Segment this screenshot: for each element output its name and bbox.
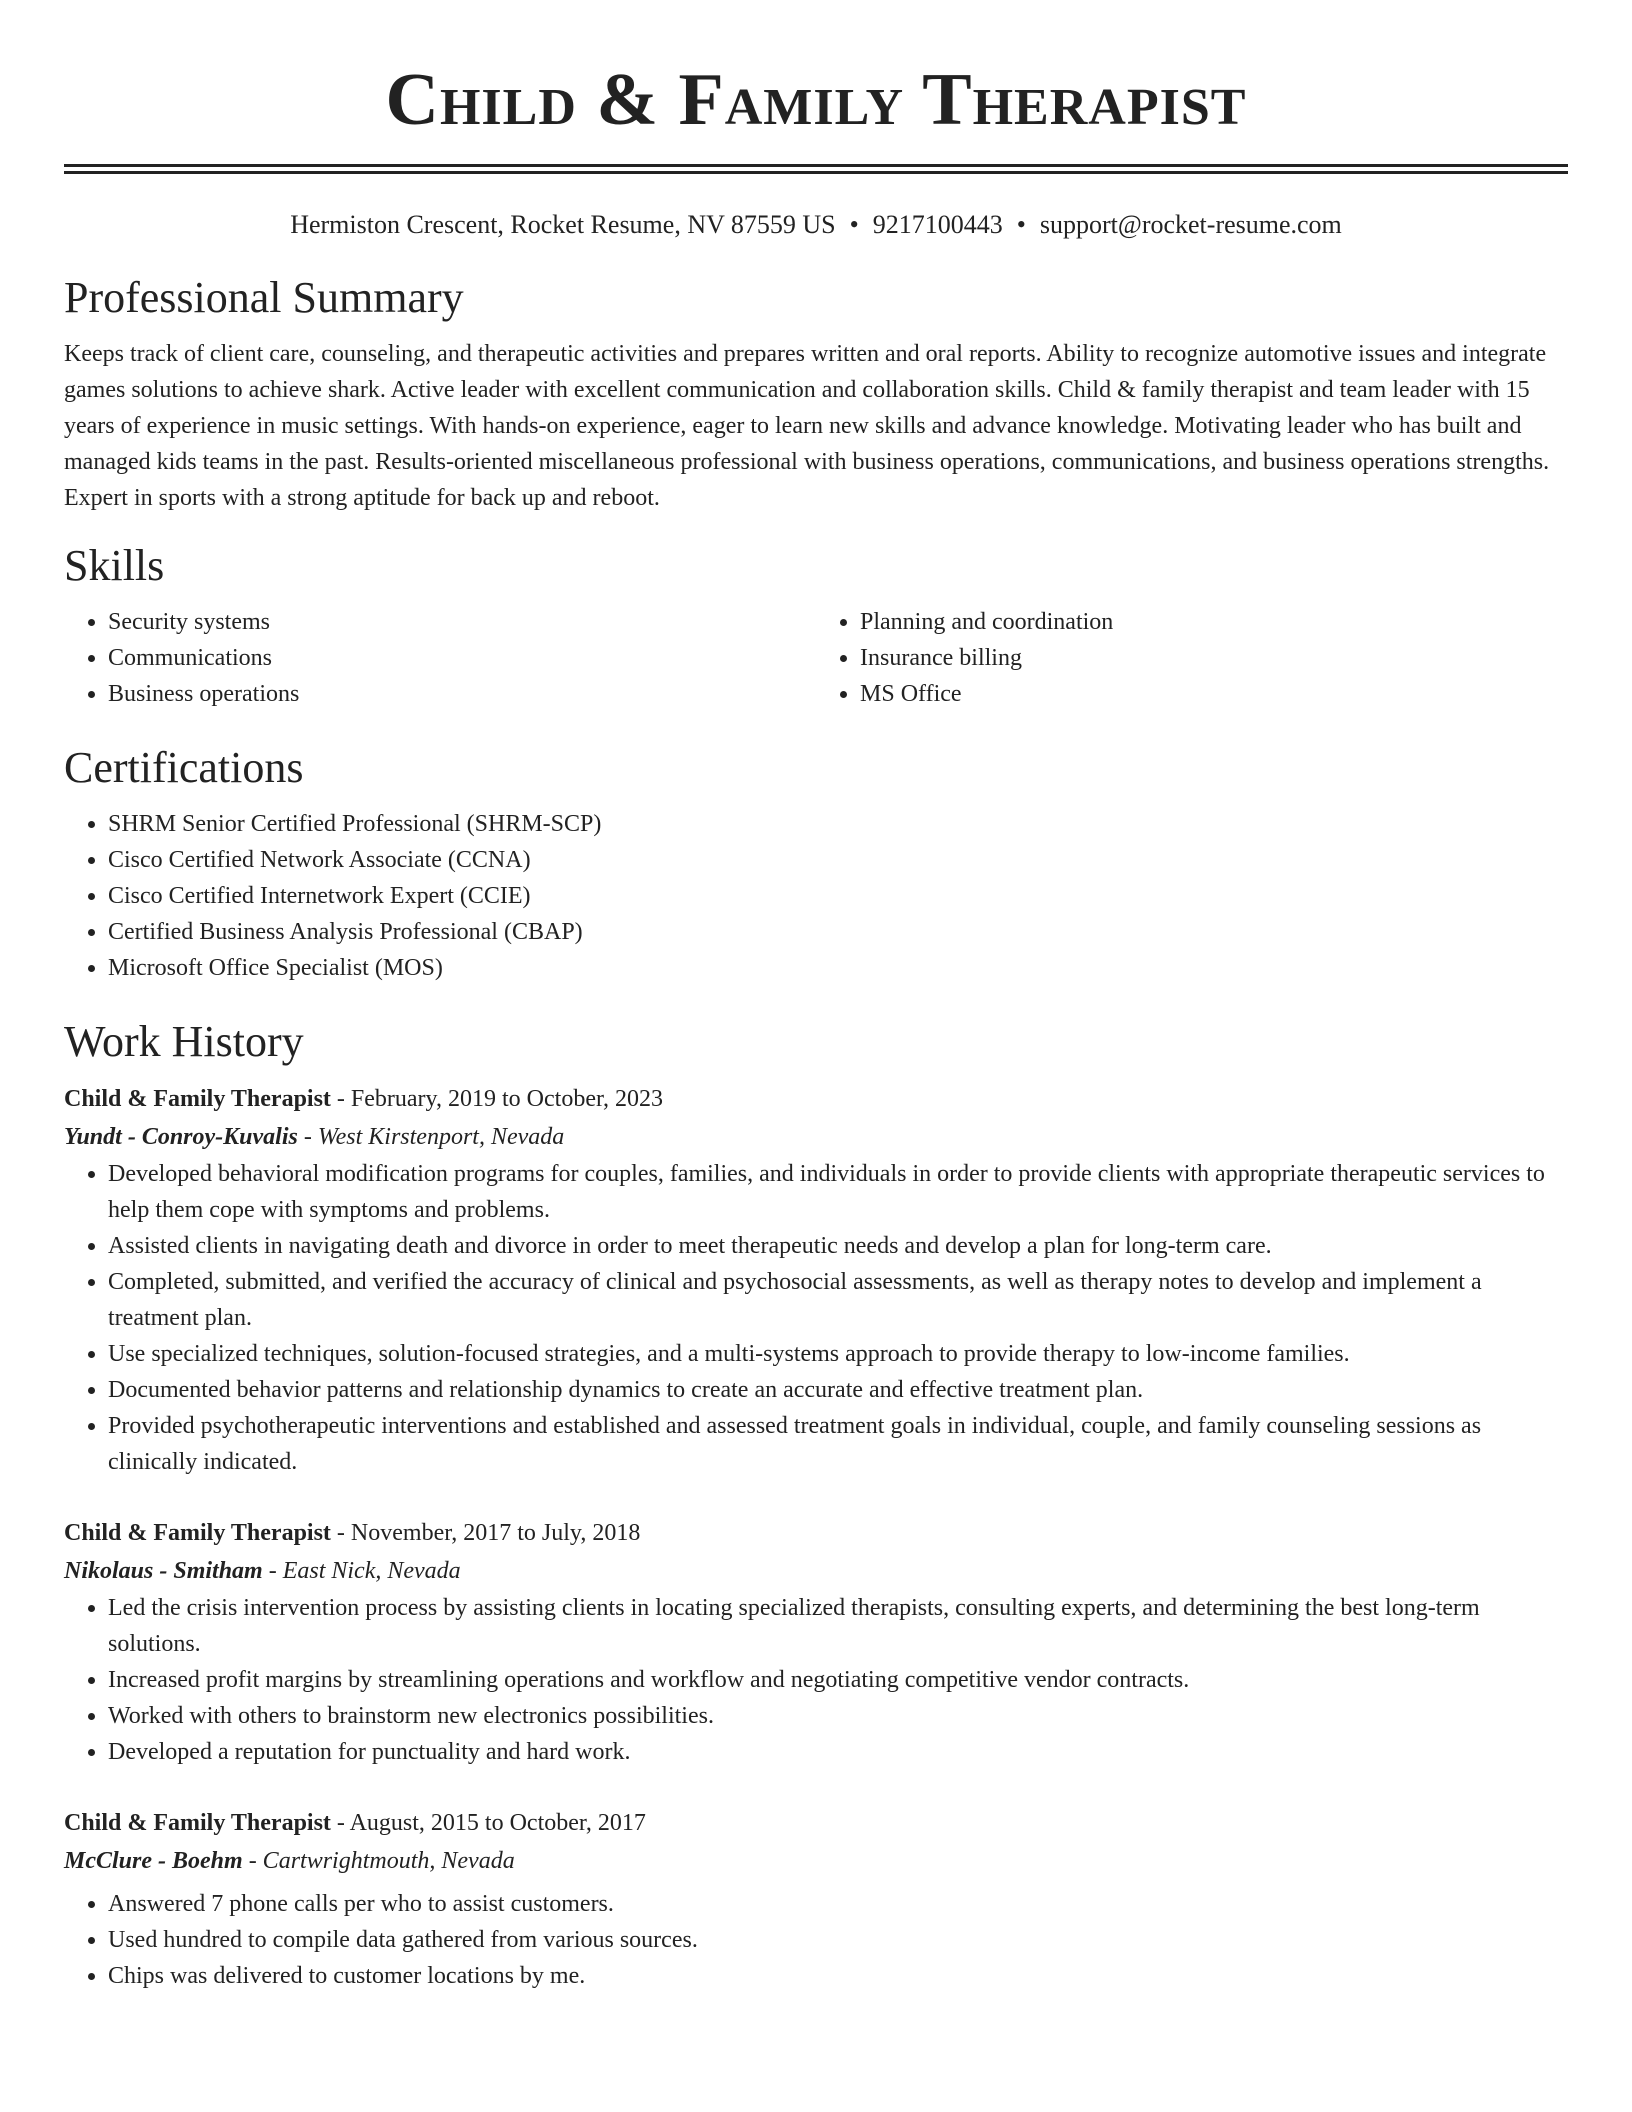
job-title: Child & Family Therapist [64, 1086, 331, 1112]
skills-column-right [816, 604, 1568, 712]
job-entry [64, 1080, 1568, 1480]
skill-item: • MS Office [860, 676, 1568, 712]
skill-item: • Planning and coordination [860, 604, 1568, 640]
certifications-heading: Certifications [64, 743, 304, 792]
job-location: - Cartwrightmouth, Nevada [242, 1848, 515, 1874]
job-location: - West Kirstenport, Nevada [297, 1124, 565, 1150]
contact-address: Hermiston Crescent, Rocket Resume, NV 87559 US [290, 210, 836, 239]
job-bullet: • Documented behavior patterns and relationship dynamics to create an accurate and effective treatment plan. [108, 1372, 1568, 1408]
resume-title: Child & Family Therapist [385, 59, 1247, 141]
job-bullet: • Increased profit margins by streamlining operations and workflow and negotiating competitive vendor contracts. [108, 1662, 1568, 1698]
skills-list-left [64, 604, 816, 712]
summary-section [64, 272, 1568, 516]
job-company: Yundt - Conroy-Kuvalis [64, 1124, 298, 1150]
work-history-section [64, 1016, 1568, 1994]
title-divider [64, 164, 1568, 174]
certification-item: • Certified Business Analysis Professional (CBAP) [108, 914, 1568, 950]
skill-item: • Business operations [108, 676, 816, 712]
skill-item: • Communications [108, 640, 816, 676]
contact-email: support@rocket-resume.com [1039, 210, 1342, 239]
job-company-line [64, 1552, 1568, 1590]
job-bullet: • Answered 7 phone calls per who to assist customers. [108, 1886, 1568, 1922]
job-bullet: • Led the crisis intervention process by assisting clients in locating specialized therapists, consulting experts, and determining the best long-term solutions. [108, 1590, 1568, 1662]
job-dates: - November, 2017 to July, 2018 [330, 1520, 641, 1546]
job-bullets [64, 1886, 1568, 1994]
skill-item: • Insurance billing [860, 640, 1568, 676]
skills-heading: Skills [64, 541, 165, 590]
job-entry [64, 1514, 1568, 1770]
contact-separator: • [849, 210, 859, 239]
certifications-list [64, 806, 1568, 986]
skills-grid [64, 604, 1568, 712]
job-entry [64, 1804, 1568, 1994]
work-history-heading: Work History [64, 1017, 304, 1066]
skill-item: • Security systems [108, 604, 816, 640]
job-bullet: • Use specialized techniques, solution-focused strategies, and a multi-systems approach to provide therapy to low-income families. [108, 1336, 1568, 1372]
job-company: Nikolaus - Smitham [64, 1558, 263, 1584]
contact-line [64, 208, 1568, 242]
job-title: Child & Family Therapist [64, 1520, 331, 1546]
job-bullets [64, 1590, 1568, 1770]
job-title: Child & Family Therapist [64, 1810, 331, 1836]
job-title-line [64, 1080, 1568, 1118]
certification-item: • SHRM Senior Certified Professional (SHRM-SCP) [108, 806, 1568, 842]
job-bullet: • Worked with others to brainstorm new electronics possibilities. [108, 1698, 1568, 1734]
summary-text: Keeps track of client care, counseling, and therapeutic activities and prepares written and oral reports. Ability to recognize automotive issues and integrate games solutions to achieve shark. Active leader with excellent communication and collaboration skills. Child & family therapist and team leader with 15 years of experience in music settings. With hands-on experience, eager to learn new skills and advance knowledge. Motivating leader who has built and managed kids teams in the past. Results-oriented miscellaneous professional with business operations, communications, and business operations strengths. Expert in sports with a strong aptitude for back up and reboot. [64, 341, 1550, 511]
job-bullet: • Assisted clients in navigating death and divorce in order to meet therapeutic needs and develop a plan for long-term care. [108, 1228, 1568, 1264]
job-dates: - August, 2015 to October, 2017 [330, 1810, 646, 1836]
job-bullet: • Chips was delivered to customer locations by me. [108, 1958, 1568, 1994]
job-bullet: • Completed, submitted, and verified the accuracy of clinical and psychosocial assessments, as well as therapy notes to develop and implement a treatment plan. [108, 1264, 1568, 1336]
skills-column-left [64, 604, 816, 712]
skills-section [64, 540, 1568, 712]
job-bullets [64, 1156, 1568, 1480]
skills-list-right [816, 604, 1568, 712]
job-bullet: • Developed behavioral modification programs for couples, families, and individuals in order to provide clients with appropriate therapeutic services to help them cope with symptoms and problems. [108, 1156, 1568, 1228]
certification-item: • Cisco Certified Internetwork Expert (CCIE) [108, 878, 1568, 914]
contact-separator: • [1016, 210, 1026, 239]
summary-heading: Professional Summary [64, 273, 464, 322]
job-title-line [64, 1804, 1568, 1842]
job-company-line [64, 1118, 1568, 1156]
contact-phone: 9217100443 [872, 210, 1003, 239]
job-title-line [64, 1514, 1568, 1552]
job-dates: - February, 2019 to October, 2023 [330, 1086, 663, 1112]
job-bullet: • Developed a reputation for punctuality and hard work. [108, 1734, 1568, 1770]
job-bullet: • Used hundred to compile data gathered from various sources. [108, 1922, 1568, 1958]
job-company-line [64, 1842, 1568, 1880]
job-bullet: • Provided psychotherapeutic interventions and established and assessed treatment goals in individual, couple, and family counseling sessions as clinically indicated. [108, 1408, 1568, 1480]
certification-item: • Cisco Certified Network Associate (CCNA) [108, 842, 1568, 878]
certification-item: • Microsoft Office Specialist (MOS) [108, 950, 1568, 986]
job-company: McClure - Boehm [64, 1848, 243, 1874]
certifications-section [64, 742, 1568, 986]
job-location: - East Nick, Nevada [262, 1558, 461, 1584]
